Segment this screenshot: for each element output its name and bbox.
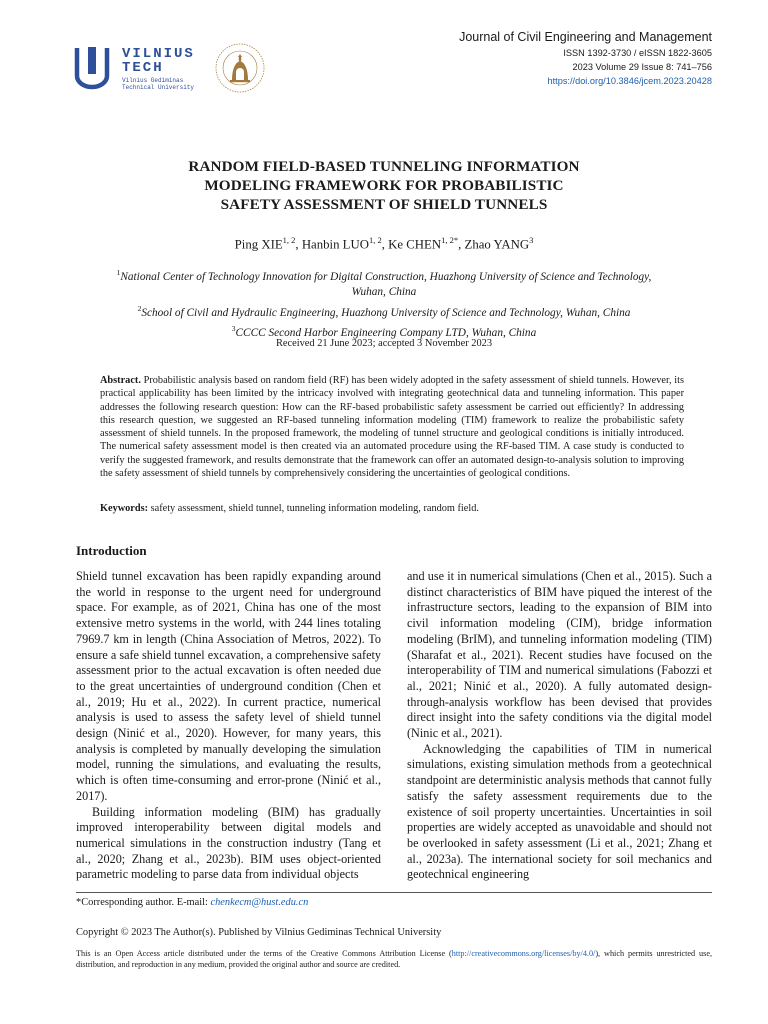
license-text-end: ), which permits unrestricted use, distribution, and reproduction in any medium, provided the original author and source are credited.	[76, 949, 712, 969]
license-text-start: This is an Open Access article distributed under the terms of the Creative Commons Attribution License (	[76, 949, 452, 958]
journal-issn: ISSN 1392-3730 / eISSN 1822-3605	[563, 48, 712, 58]
author-separator: ,	[381, 237, 389, 252]
journal-issue: 2023 Volume 29 Issue 8: 741–756	[572, 62, 712, 72]
affiliation	[100, 301, 668, 321]
affiliation-text: School of Civil and Hydraulic Engineering, Huazhong University of Science and Technology, Wuhan, China	[141, 306, 631, 319]
keywords-label: Keywords:	[100, 503, 149, 514]
title-line-2: MODELING FRAMEWORK FOR PROBABILISTIC	[204, 177, 564, 194]
author-name: Zhao YANG	[464, 237, 530, 252]
author-separator: ,	[295, 237, 302, 252]
section-heading: Introduction	[76, 543, 147, 558]
author-list	[0, 235, 768, 252]
affiliation-text: CCCC Second Harbor Engineering Company LTD, Wuhan, China	[235, 326, 537, 339]
copyright-notice: Copyright © 2023 The Author(s). Published by Vilnius Gediminas Technical University	[76, 927, 442, 938]
keywords	[100, 502, 684, 515]
author-affiliation-marker: 1, 2	[282, 235, 296, 245]
abstract-text: Probabilistic analysis based on random field (RF) has been widely adopted in the safety assessment of shield tunnels. However, its practical applicability has been limited by the intricacy involved with integrating geotechnical data and tunneling information. This paper addresses the following research question: How can the RF-based probabilistic safety assessment be carried out efficiently? In addressing this research question, we suggested an RF-based tunneling information modeling (TIM) framework to realize the probabilistic safety assessment of shield tunnels. In the proposed framework, the modeling of tunnel structure and geological conditions is initially introduced. The numerical safety assessment model is then created via an automated procedure using the RF-based TIM. A case study is conducted to verify the suggested framework, and results demonstrate that the framework can offer an automated design-to-analysis solution to improving the safety assessment of shield tunnels by comprehensively considering the uncertainties of geological conditions.	[100, 375, 684, 480]
keywords-text: safety assessment, shield tunnel, tunneling information modeling, random field.	[148, 503, 479, 514]
logo-subline-1: Vilnius Gediminas	[122, 77, 184, 84]
journal-info	[459, 28, 712, 88]
title-line-3: SAFETY ASSESSMENT OF SHIELD TUNNELS	[220, 196, 548, 213]
affiliation-marker: 1	[116, 268, 121, 277]
journal-name: Journal of Civil Engineering and Management	[459, 30, 712, 44]
abstract	[100, 374, 684, 480]
title-line-1: RANDOM FIELD-BASED TUNNELING INFORMATION	[188, 158, 580, 175]
footnote-divider	[76, 892, 712, 893]
affiliation-list	[100, 265, 668, 341]
author-affiliation-marker: 3	[529, 235, 534, 245]
paragraph: Building information modeling (BIM) has gradually improved interoperability between digital models and numerical simulations in the construction industry (Tang et al., 2020; Zhang et al., 2023b). BIM uses object-oriented parametric modeling to parse data from individual objects	[76, 804, 381, 882]
affiliation-marker: 2	[137, 303, 142, 313]
corresponding-email-link[interactable]: chenkecm@hust.edu.cn	[210, 897, 309, 908]
author-affiliation-marker: 1, 2	[368, 235, 382, 245]
left-column	[76, 569, 381, 883]
doi-link[interactable]: https://doi.org/10.3846/jcem.2023.20428	[547, 76, 712, 86]
author-separator: ,	[458, 237, 465, 252]
abstract-label: Abstract.	[100, 375, 141, 386]
logo-line-1: VILNIUS	[122, 46, 195, 62]
received-dates: Received 21 June 2023; accepted 3 November 2023	[275, 338, 493, 349]
paragraph: Shield tunnel excavation has been rapidly expanding around the world in response to the urgent need for underground space. For example, as of 2021, China has one of the most extensive metro systems in the world, with 244 lines totaling 7969.7 km in length (China Association of Metros, 2022). To ensure a safe shield tunnel excavation, a comprehensive safety assessment prior to the actual excavation is often needed due to the great uncertainties of underground condition (Chen et al., 2019; Hu et al., 2022). In current practice, numerical analysis is used to assess the safety level of shield tunnel design (Ninić et al., 2020). However, for many years, this analysis is completed by manually developing the simulation model, running the simulations, and evaluating the results, which is often time-consuming and error-prone (Ninić et al., 2017).	[76, 569, 381, 803]
vilnius-tech-u-icon	[74, 46, 110, 90]
corresponding-author-note	[76, 897, 308, 908]
article-title	[90, 157, 678, 214]
author-name: Ke CHEN	[388, 237, 442, 252]
author-name: Hanbin LUO	[301, 237, 369, 252]
affiliation-text: National Center of Technology Innovation for Digital Construction, Huazhong University of Science and Technology, Wuhan, China	[120, 270, 652, 299]
author-name: Ping XIE	[234, 237, 283, 252]
corresponding-label: *Corresponding author. E-mail:	[76, 897, 211, 908]
license-notice	[76, 948, 712, 970]
logo-line-2: TECH	[122, 60, 164, 76]
paragraph: and use it in numerical simulations (Chen et al., 2015). Such a distinct characteristics of BIM have piqued the interest of the infrastructure sectors, leading to the expansion of BIM into civil information modeling (CIM), bridge information modeling (BrIM), and tunneling information modeling (TIM) (Sharafat et al., 2021). Recent studies have focused on the interoperability of TIM and numerical simulations (Fabozzi et al., 2021; Ninić et al., 2020). A fully automated design-through-analysis workflow has been devised that provides direct insight into the safety conditions via the digital model (Ninic et al., 2021).	[407, 569, 712, 741]
academy-seal-icon	[214, 42, 266, 94]
right-column	[407, 569, 712, 883]
logo-subline-2: Technical University	[122, 84, 195, 91]
paragraph: Acknowledging the capabilities of TIM in numerical simulations, existing simulation methods from a geotechnical standpoint are deterministic analysis methods that cannot fully satisfy the safety assessment requirements due to the existence of soil property uncertainties. Uncertainties in soil properties are widely accepted as unavoidable and should not be overlooked in safety assessment (Li et al., 2021; Zhang et al., 2023a). The international society for soil mechanics and geotechnical engineering	[407, 741, 712, 882]
affiliation-marker: 3	[231, 323, 236, 333]
affiliation	[100, 265, 668, 301]
license-link[interactable]: http://creativecommons.org/licenses/by/4.0/	[451, 949, 596, 958]
author-affiliation-marker: 1, 2*	[441, 235, 459, 245]
